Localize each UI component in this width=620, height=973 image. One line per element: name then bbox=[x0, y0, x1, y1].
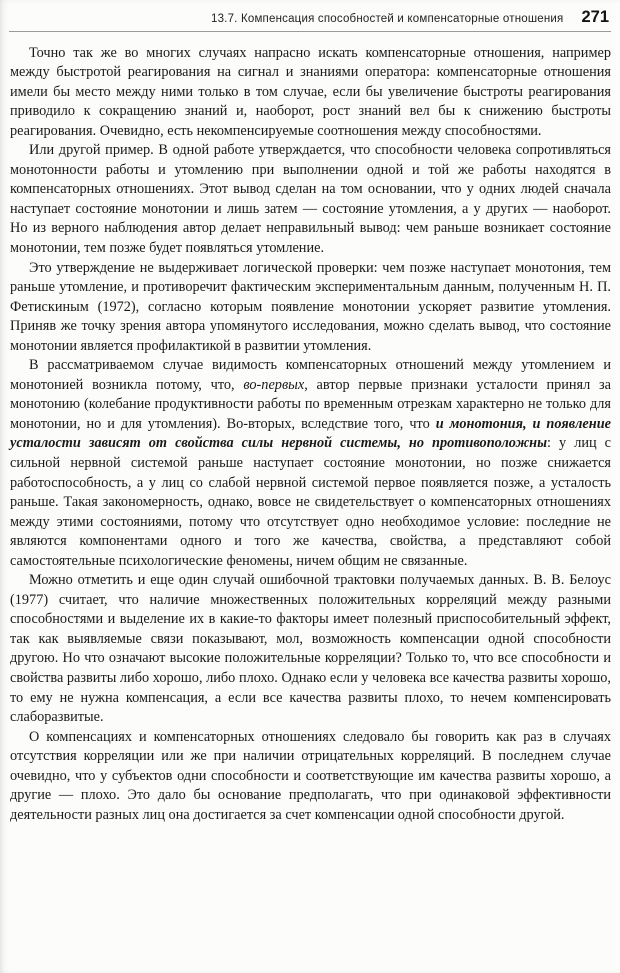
text-run: Можно отметить и еще один случай ошибочной трактовки получаемых данных. В. В. Белоус (1977) считает, что наличие множественных положительных корреляций между разными способностями и выделение их в какие-то факторы имеет полезный приспособительный эффект, так как выявляемые связи показывают, мол, возможность компенсации одной способности другою. Но что означают высокие положительные корреляции? Только то, что все способности и свойства развиты либо хорошо, либо плохо. Однако если у человека все качества развиты хорошо, то ему не нужна компенсация, а если все качества развиты плохо, то нечем компенсировать слаборазвитые. bbox=[10, 572, 611, 726]
page-number: 271 bbox=[581, 8, 609, 26]
text-run: Или другой пример. В одной работе утверждается, что способности человека сопротивляться монотонности работы и утомлению при выполнении одной и той же работы находятся в компенсаторных отношениях. Этот вывод сделан на том основании, что у одних людей сначала наступает состояние монотонии и лишь затем — состояние утомления, а у других — наоборот. Но из верного наблюдения автор делает неправильный вывод: чем раньше возникает состояние монотонии, тем позже будет появляться утомление. bbox=[10, 142, 611, 256]
text-run: Точно так же во многих случаях напрасно искать компенсаторные отношения, например между быстротой реагирования на сигнал и знаниями оператора: компенсаторные отношения имели бы место между ними только в том случае, если бы увеличение быстроты реагирования приводило к сокращению знаний и, наоборот, рост знаний вел бы к снижению быстроты реагирования. Очевидно, есть некомпенсируемые соотношения между способностями. bbox=[10, 44, 611, 139]
paragraph bbox=[10, 356, 611, 571]
text-run: и монотония, и появление усталости зависят от свойства силы нервной системы, но противоположны bbox=[10, 415, 611, 452]
text-run: Это утверждение не выдерживает логической проверки: чем позже наступает монотония, тем раньше утомление, и противоречит фактическим экспериментальным данным, полученным Н. П. Фетискиным (1972), согласно которым появление монотонии ускоряет развитие утомления. Приняв же точку зрения автора упомянутого исследования, можно сделать вывод, что состояние монотонии является профилактикой в развитии утомления. bbox=[10, 259, 611, 354]
paragraph bbox=[10, 571, 611, 727]
page-body bbox=[0, 32, 620, 826]
text-run: : у лиц с сильной нервной системой раньше наступает состояние монотонии, но позже снижается работоспособность, а у лиц со слабой нервной системой первое появляется позже, а усталость раньше. Такая закономерность, однако, вовсе не свидетельствует о компенсаторных отношениях между этими состояниями, потому что отсутствует одно необходимое условие: последние не являются компонентами одного и того же качества, свойства, а представляют собой самостоятельные психологические феномены, ничем общим не связанные. bbox=[10, 435, 611, 569]
paragraph bbox=[10, 728, 611, 826]
section-title: 13.7. Компенсация способностей и компенсаторные отношения bbox=[210, 13, 564, 25]
paragraph bbox=[10, 44, 611, 142]
text-run: О компенсациях и компенсаторных отношениях следовало бы говорить как раз в случаях отсутствия корреляции или же при наличии отрицательных корреляций. В последнем случае очевидно, что у субъектов одни способности и соответствующие им качества развиты хорошо, а другие — плохо. Это дало бы основание предполагать, что при одинаковой эффективности деятельности разных лиц она достигается за счет компенсации одной способности другой. bbox=[10, 728, 611, 823]
text-run: В рассматриваемом случае видимость компенсаторных отношений между утомлением и монотонией возникла потому, что, bbox=[10, 357, 611, 393]
text-run: , автор первые признаки усталости принял за монотонию (колебание продуктивности работы по временным отрезкам характерно не только для монотонии, но и для утомления). Во-вторых, вследствие того, что bbox=[10, 376, 611, 432]
page-header bbox=[9, 0, 611, 32]
paragraph bbox=[10, 259, 611, 357]
text-run: во-первых bbox=[243, 376, 305, 393]
paragraph bbox=[10, 141, 611, 258]
